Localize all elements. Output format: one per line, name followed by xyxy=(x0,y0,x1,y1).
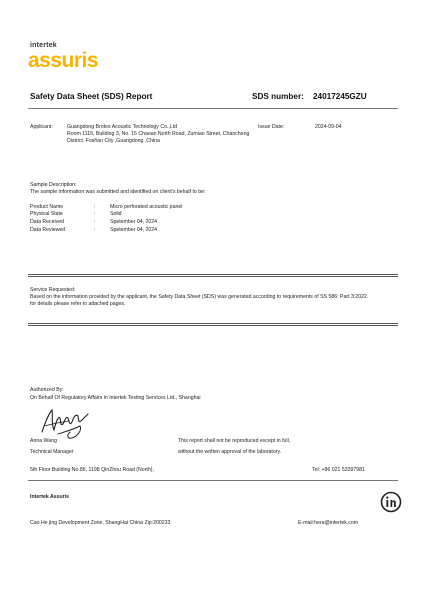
signatory-name: Anna Wang xyxy=(30,438,57,444)
sample-row-colon: : xyxy=(94,211,96,217)
sample-row-value: Spetember 04, 2024 xyxy=(110,219,158,225)
sample-intro: The sample information was submitted and identified on client's behalf to be: xyxy=(30,189,206,195)
lab-address: 5th Floor Building No.86, 1198 QinZhou Road (North), xyxy=(30,467,154,473)
issue-date-value: 2024-09-04 xyxy=(315,124,342,130)
applicant-company: Guangdong Brotes Acoustic Technology Co.,Ltd xyxy=(67,124,178,130)
signature-image xyxy=(38,402,90,442)
section-divider-top xyxy=(28,274,398,277)
sds-number-value: 24017245GZU xyxy=(313,92,367,101)
authorized-heading: Authorized By: xyxy=(30,387,64,393)
sample-row-value: Micro perforated acoustic panel xyxy=(110,204,183,210)
sample-row-label: Physical State xyxy=(30,211,63,217)
applicant-label: Applicant: xyxy=(30,124,53,130)
sample-row-value: Solid xyxy=(110,211,122,217)
sample-row-value: Spetember 04, 2024 xyxy=(110,227,158,233)
issue-date-label: Issue Date: xyxy=(258,124,285,130)
footer-address: Cao He jing Development Zone, ShangHai China Zip:200233 xyxy=(30,520,171,526)
service-heading: Service Requested: xyxy=(30,287,76,293)
sds-number-label: SDS number: xyxy=(252,92,304,101)
lab-telephone: Tel: +86 021 53397981 xyxy=(312,467,365,473)
applicant-address-line1: Room 1115, Building 3, No. 15 Chaoan North Road, Zumiao Street, Chancheng xyxy=(67,131,250,137)
sample-row-colon: : xyxy=(94,219,96,225)
reproduction-note-line2: without the written approval of the laboratory. xyxy=(178,449,282,455)
header-divider xyxy=(28,108,398,109)
footer-email: E-mail:hera@intertek.com xyxy=(298,520,359,526)
footer-divider xyxy=(28,480,398,481)
service-text: Based on the information provided by the applicant, the Safety Data Sheet (SDS) was generated according to requirements of SS 586: Part 3:2022. for details please refer to attached pages. xyxy=(30,294,369,308)
reproduction-note-line1: This report shall not be reproduced except in full, xyxy=(178,438,291,444)
authorized-text: On Behalf Of Regulatory Affairs in Intertek Testing Services Ltd., Shanghai xyxy=(30,395,201,401)
signatory-role: Technical Manager xyxy=(30,449,74,455)
sample-row-label: Data Reviewed xyxy=(30,227,66,233)
sample-heading: Sample Description: xyxy=(30,182,77,188)
sample-row-label: Data Received xyxy=(30,219,65,225)
logo-assuris: assuris xyxy=(28,49,99,72)
sample-row-colon: : xyxy=(94,227,96,233)
sample-row-label: Product Name xyxy=(30,204,64,210)
section-divider-bottom xyxy=(28,323,398,326)
sample-row-colon: : xyxy=(94,204,96,210)
footer-company: Intertek Assuris xyxy=(30,494,70,500)
report-title: Safety Data Sheet (SDS) Report xyxy=(30,92,153,101)
applicant-address-line2: District, Foshan City ,Guangdong ,China xyxy=(67,138,160,144)
logo-intertek: intertek xyxy=(30,42,57,49)
intertek-mark-icon xyxy=(380,491,402,513)
